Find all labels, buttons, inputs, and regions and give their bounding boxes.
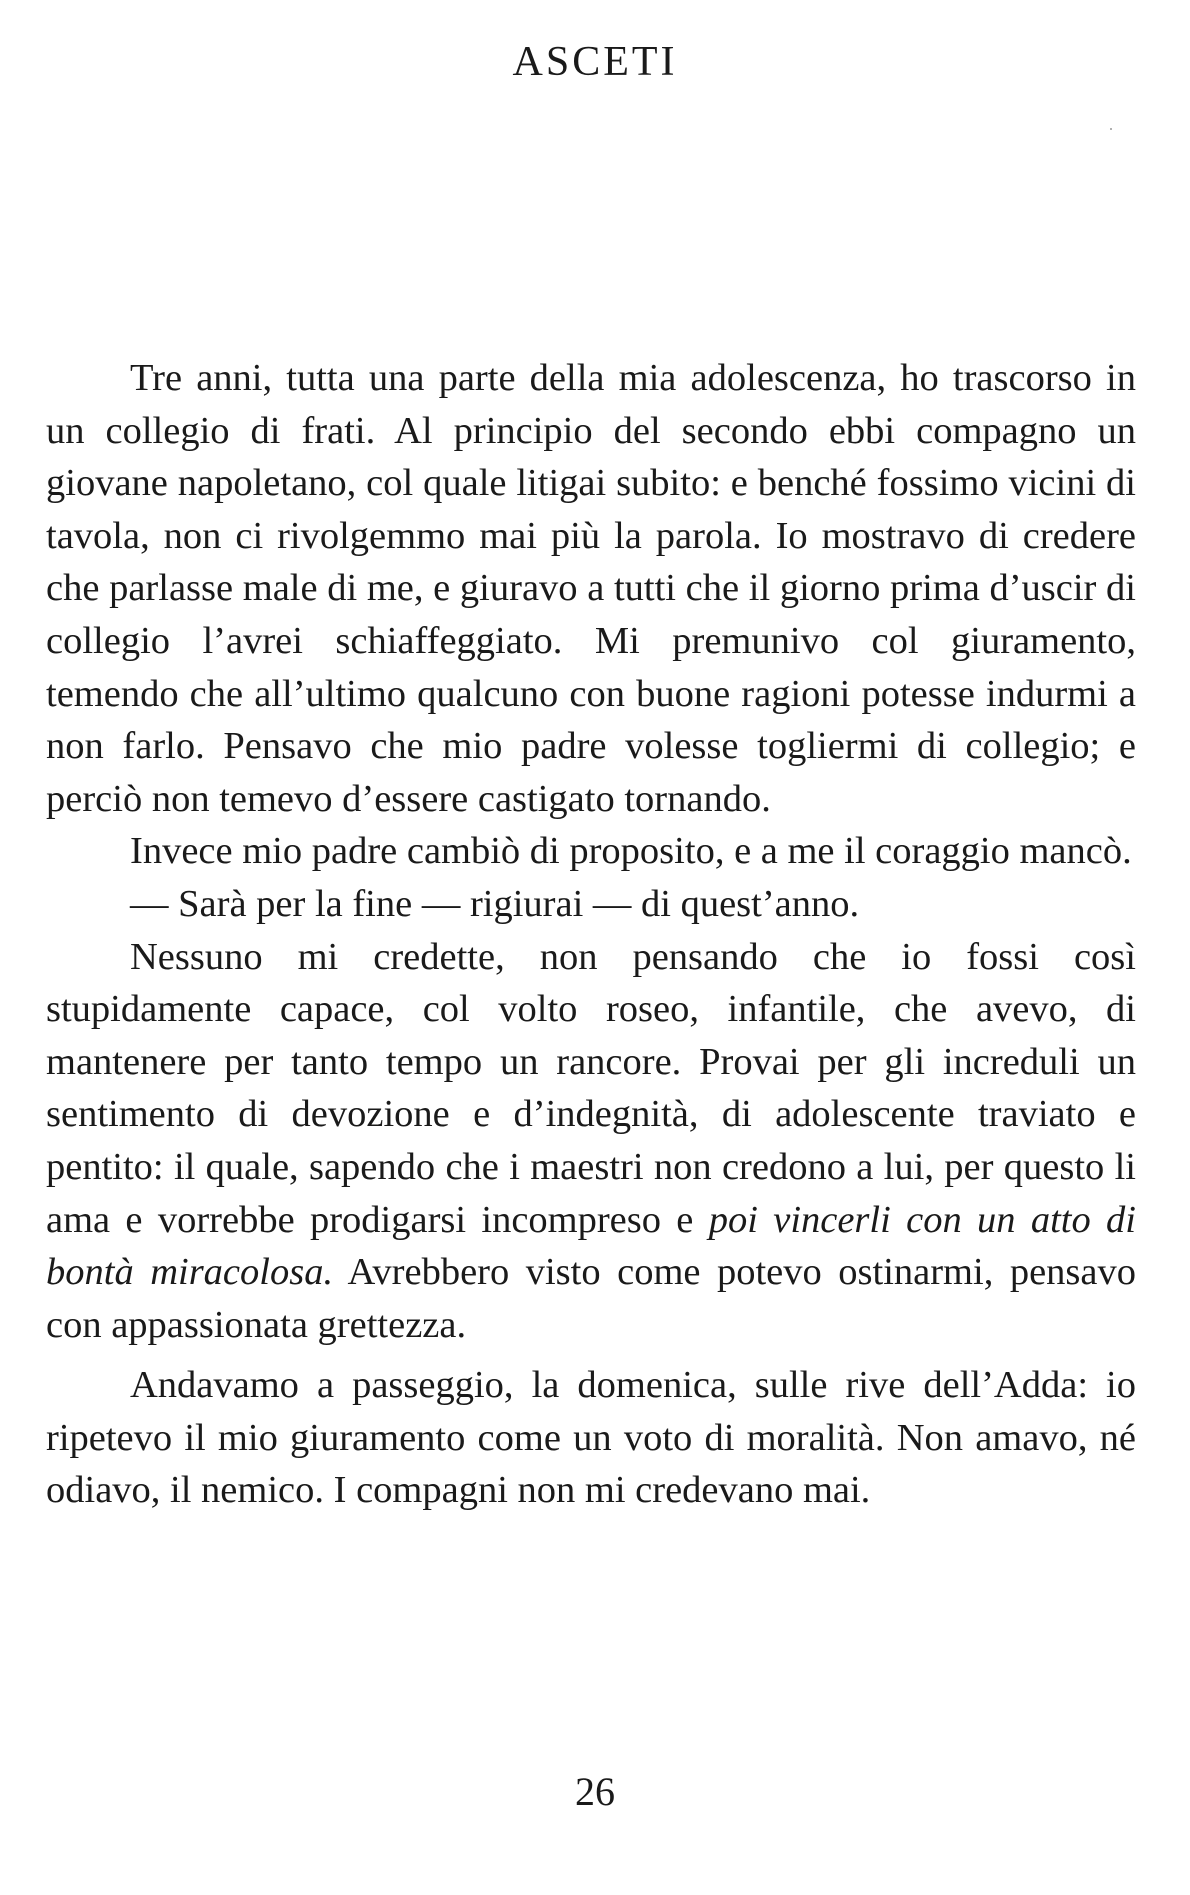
paragraph-text: Invece mio padre cambiò di proposito, e a me il coraggio mancò. bbox=[130, 830, 1132, 873]
paragraph-text: Nessuno mi credette, non pensando che io fossi così stupidamente capace, col volto roseo, infantile, che avevo, di mantenere per tanto tempo un rancore. Provai per gli increduli un sentimento di devozione e d’indegnità, di adolescente traviato e pentito: il quale, sapendo che i maestri non credono a lui, per questo li ama e vorrebbe prodigarsi incompreso e bbox=[46, 935, 1136, 1241]
chapter-title: ASCETI bbox=[512, 39, 678, 85]
paragraph-3-dialogue bbox=[46, 878, 1136, 931]
paragraph-text: Tre anni, tutta una parte della mia adolescenza, ho trascorso in un collegio di frati. Al principio del secondo ebbi compagno un giovane napoletano, col quale litigai subito: e benché fossimo vicini di tavola, non ci rivolgemmo mai più la parola. Io mostravo di credere che parlasse male di me, e giuravo a tutti che il giorno prima d’uscir di collegio l’avrei schiaffeggiato. Mi premunivo col giuramento, temendo che all’ultimo qualcuno con buone ragioni potesse indurmi a non farlo. Pensavo che mio padre volesse togliermi di collegio; e perciò non temevo d’essere castigato tornando. bbox=[46, 357, 1136, 820]
paragraph-text-continued: Avrebbero visto come potevo ostinarmi, pensavo con appassionata grettezza. bbox=[46, 1251, 1136, 1346]
paragraph-5 bbox=[46, 1359, 1136, 1517]
paragraph-text: — Sarà per la fine — rigiurai — di quest’anno. bbox=[130, 882, 860, 925]
paper-speck bbox=[1110, 128, 1112, 130]
paragraph-text: Andavamo a passeggio, la domenica, sulle rive dell’Adda: io ripetevo il mio giuramento come un voto di moralità. Non amavo, né odiavo, il nemico. I compagni non mi credevano mai. bbox=[46, 1364, 1136, 1512]
page-number: 26 bbox=[575, 1769, 615, 1814]
paragraph-1 bbox=[46, 352, 1136, 825]
paragraph-4 bbox=[46, 931, 1136, 1352]
paragraph-2 bbox=[46, 825, 1136, 878]
chapter-body bbox=[46, 352, 1136, 1517]
paragraph-italic-text: poi vincerli con un atto di bontà miracolosa. bbox=[46, 1198, 1136, 1294]
